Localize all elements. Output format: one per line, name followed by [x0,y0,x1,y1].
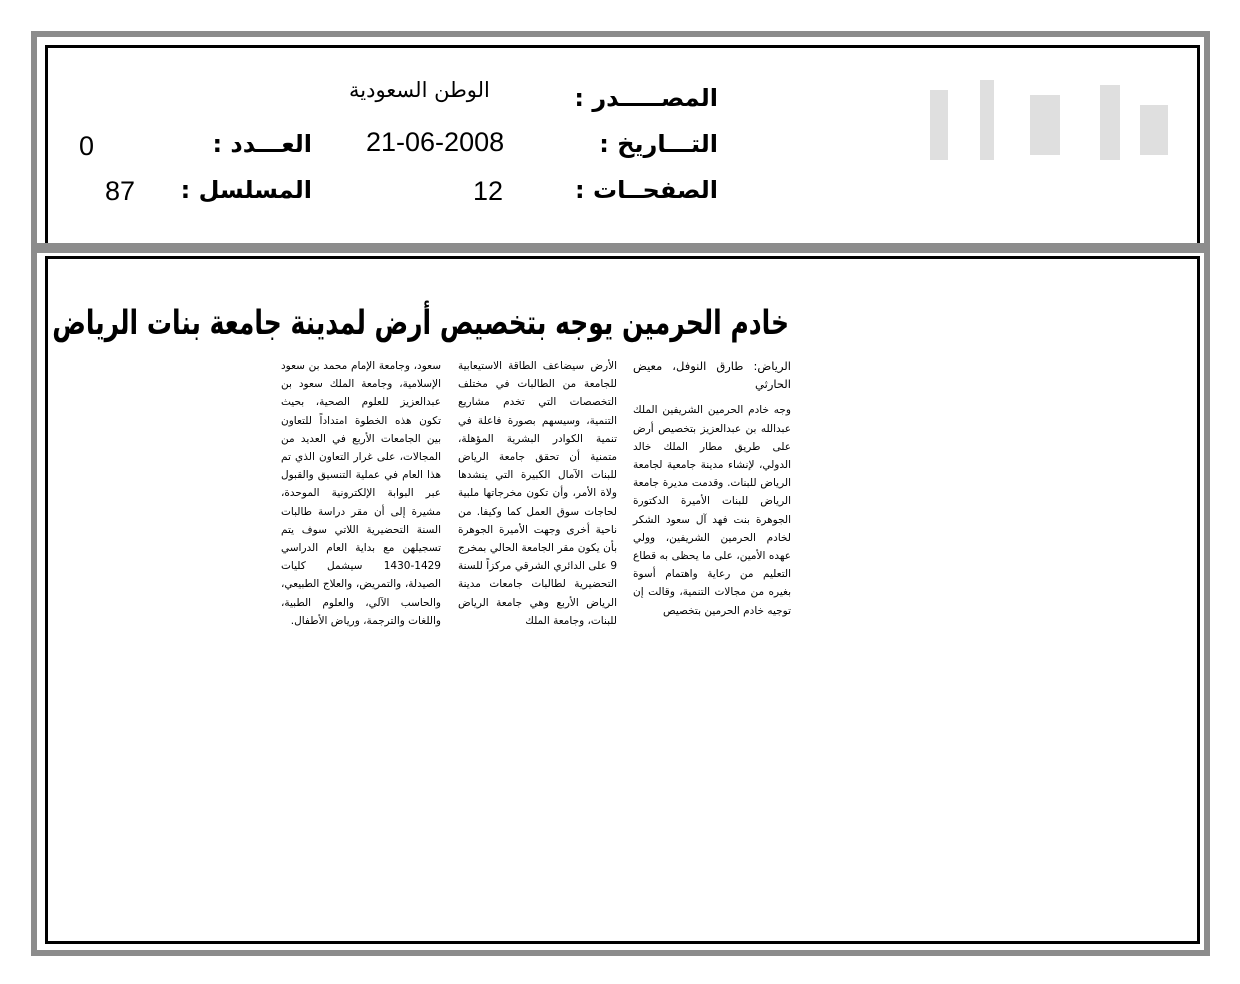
issue-value: 0 [79,131,95,161]
article-column-1 [633,357,791,620]
header-divider [37,243,1204,253]
article-column-2 [458,357,617,630]
issue-label: العـــدد : [212,130,312,158]
article-column-3-text: سعود، وجامعة الإمام محمد بن سعود الإسلامية، وجامعة الملك سعود بن عبدالعزيز للعلوم الصحية، بحيث تكون هذه الخطوة امتداداً للتعاون بين الجامعات الأربع في العديد من المجالات، على غرار التعاون الذي تم هذا العام في عملية التنسيق والقبول عبر البوابة الإلكترونية الموحدة، مشيرة إلى أن مقر دراسة طالبات السنة التحضيرية اللاتي سوف يتم تسجيلهن مع بداية العام الدراسي 1429-1430 سيشمل كليات الصيدلة، والتمريض، والعلاج الطبيعي، والحاسب الآلي، والعلوم الطبية، واللغات والترجمة، ورياض الأطفال. [281,360,441,627]
date-label: التـــاريخ : [599,130,718,158]
serial-value: 87 [105,176,136,206]
article-byline: الرياض: طارق النوفل، معيض الحارثي [633,359,791,392]
news-clipping [52,295,793,647]
article-column-2-text: الأرض سيضاعف الطاقة الاستيعابية للجامعة من الطالبات في مختلف التخصصات التي تخدم مشاريع التنمية، وسيسهم بصورة فاعلة في تنمية الكوادر البشرية المؤهلة، متمنية أن تحقق جامعة الرياض للبنات الآمال الكبيرة التي ينشدها ولاة الأمر، وأن تكون مخرجاتها ملبية لحاجات سوق العمل كما وكيفا. من ناحية أخرى وجهت الأميرة الجوهرة بأن يكون مقر الجامعة الحالي بمخرج 9 على الدائري الشرقي مركزاً للسنة التحضيرية لطالبات جامعات مدينة الرياض الأربع وهي جامعة الرياض للبنات، وجامعة الملك [458,360,617,627]
article-column-3 [281,357,441,630]
source-value: الوطن السعودية [349,78,490,102]
article-column-1-text: وجه خادم الحرمين الشريفين الملك عبدالله بن عبدالعزيز بتخصيص أرض على طريق مطار الملك خالد الدولي، لإنشاء مدينة جامعية لجامعة الرياض للبنات. وقدمت مديرة جامعة الرياض للبنات الأميرة الدكتورة الجوهرة بنت فهد آل سعود الشكر لخادم الحرمين الشريفين، وولي عهده الأمين، على ما يحظى به قطاع التعليم من رعاية واهتمام أسوة بغيره من مجالات التنمية، وقالت إن توجيه خادم الحرمين بتخصيص [633,404,791,617]
date-value: 21-06-2008 [366,127,505,157]
logo-watermark-icon [920,70,1175,165]
serial-label: المسلسل : [180,176,312,204]
article-headline: خادم الحرمين يوجه بتخصيص أرض لمدينة جامعة بنات الرياض [52,303,789,343]
pages-value: 12 [473,176,504,206]
source-label: المصـــــدر : [574,84,718,112]
pages-label: الصفحــات : [575,176,718,204]
